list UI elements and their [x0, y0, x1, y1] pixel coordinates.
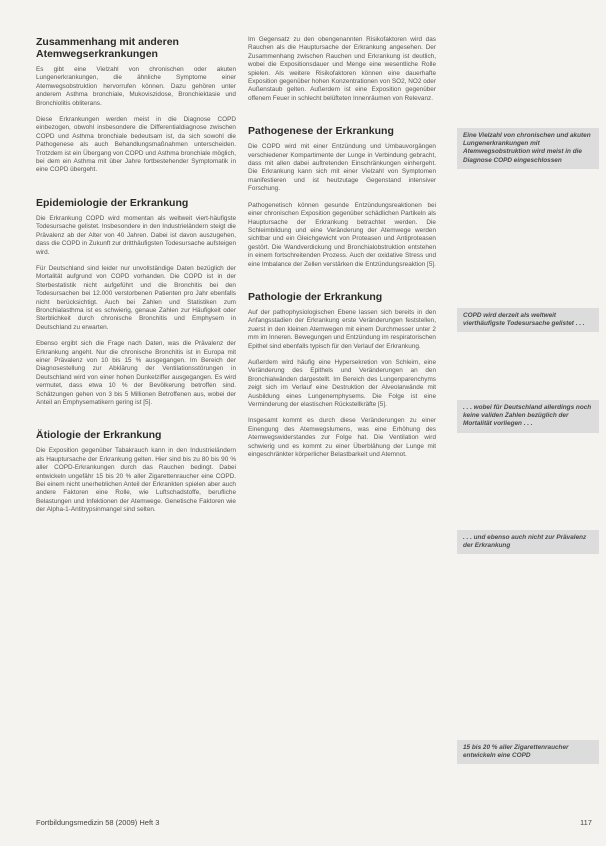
heading-pathogenese: Pathogenese der Erkrankung: [248, 125, 394, 138]
margin-note: 15 bis 20 % aller Zigarettenraucher entwickeln eine COPD: [457, 740, 599, 764]
paragraph: Für Deutschland sind leider nur unvollständige Daten bezüglich der Mortalität aufgrund von COPD vorhanden. Die COPD ist in der Sterbestatistik nicht aufgeführt und die Bronchitis bei den Todesursachen bei 12.000 verstorbenen Patienten pro Jahr ebenfalls nicht berücksichtigt. Auch bei Zahlen und Statistiken zum Bronchialasthma ist es schwierig, genaue Zahlen zur Häufigkeit oder Sterblichkeit durch chronische Bronchitis und Emphysem in Deutschland zu erwarten.: [36, 264, 236, 331]
margin-note: Eine Vielzahl von chronischen und akuten Lungenerkrankungen mit Atemwegsobstruktion wird meist in die Diagnose COPD eingeschlossen: [457, 128, 599, 169]
heading-pathologie: Pathologie der Erkrankung: [248, 290, 383, 303]
paragraph: Es gibt eine Vielzahl von chronischen oder akuten Lungenerkrankungen, die ähnliche Symptome einer Atemwegsobstruktion hervorrufen können. Dazu gehören unter anderem Asthma bronchiale, Mukoviszidose, Bronchiektasie und Bronchiolitis obliterans.: [36, 66, 236, 107]
heading-epidemiologie: Epidemiologie der Erkrankung: [36, 196, 189, 209]
paragraph: Die COPD wird mit einer Entzündung und Umbauvorgängen verschiedener Kompartimente der Lunge in Verbindung gebracht, dass mit allen dabei auftretenden Einschränkungen einhergeht. Die Erkrankung kann sich mit einer Vielzahl von Symptomen manifestieren und ist heutzutage Gegenstand intensiver Forschung.: [248, 143, 436, 193]
paragraph: Diese Erkrankungen werden meist in die Diagnose COPD einbezogen, obwohl insbesondere die Differentialdiagnose zwischen COPD und Asthma bronchiale bedeutsam ist, da sich sowohl die Pathogenese als auch Behandlungsmaßnahmen unterscheiden. Trotzdem ist ein Übergang von COPD und Asthma bronchiale möglich, bei dem ein Asthma mit über Jahre fortbestehender Symptomatik in eine COPD übergeht.: [36, 116, 236, 174]
paragraph: Die Exposition gegenüber Tabakrauch kann in den Industrieländern als Hauptursache der Erkrankung gelten. Hier sind bis zu 80 bis 90 % aller COPD-Erkrankungen durch das Rauchen bedingt. Dabei entwickeln ungefähr 15 bis 20 % aller Zigarettenraucher eine COPD. Bei einem nicht unerheblichen Anteil der Erkrankten spielen aber auch andere Faktoren eine Rolle, wie Luftschadstoffe, berufliche Belastungen und Infektionen der Atemwege. Genetische Faktoren wie der Alpha-1-Antitrypsinmangel sind selten.: [36, 447, 236, 514]
margin-note: . . . und ebenso auch nicht zur Prävalenz der Erkrankung: [457, 530, 599, 554]
heading-zusammenhang: Zusammenhang mit anderen Atemwegserkrankungen: [36, 36, 179, 60]
heading-aetiologie: Ätiologie der Erkrankung: [36, 429, 162, 442]
paragraph: Die Erkrankung COPD wird momentan als weltweit viert-häufigste Todesursache gelistet. Insbesondere in den Industrieländern steigt die Prävalenz ab der Alter von 40 Jahren. Dabei ist davon auszugehen, dass die COPD in Zukunft zur dritthäufigsten Todesursache aufsteigen wird.: [36, 214, 236, 256]
paragraph: Im Gegensatz zu den obengenannten Risikofaktoren wird das Rauchen als die Hauptursache der Erkrankung angesehen. Der Zusammenhang zwischen Rauchen und Erkrankung ist deutlich, wobei die Expositionsdauer und Menge eine wesentliche Rolle spielen. Als weitere Risikofaktoren können eine dauerhafte Exposition gegenüber hohen Konzentrationen von SO2, NO2 oder Außenstaub gelten. Außerdem ist eine Exposition gegenüber offenem Feuer in schlecht belüfteten Innenräumen von Relevanz.: [248, 36, 436, 102]
right-column: [248, 36, 436, 467]
paragraph: Außerdem wird häufig eine Hypersekretion von Schleim, eine Veränderung des Epithels und Veränderungen an den Bronchialwänden dargestellt. Im Bereich des Lungenparenchyms zeigt sich im Verlauf eine Destruktion der Alveolarwände mit Ausbildung eines Lungenemphysems. Die Folge ist eine Verminderung der elastischen Rückstellkräfte [5].: [248, 358, 436, 408]
margin-note: . . . wobei für Deutschland allerdings noch keine validen Zahlen bezüglich der Mortalität vorliegen . . .: [457, 400, 599, 433]
paragraph: Insgesamt kommt es durch diese Veränderungen zu einer Einengung des Atemwegslumens, was eine Erhöhung des Atemwegswiderstandes zur Folge hat. Die Ventilation wird schwierig und es kommt zu einer Überblähung der Lunge mit eingeschränkter körperlicher Belastbarkeit und Atemnot.: [248, 417, 436, 459]
margin-note: COPD wird derzeit als weltweit vierthäufigste Todesursache gelistet . . .: [457, 308, 599, 332]
paragraph: Ebenso ergibt sich die Frage nach Daten, was die Prävalenz der Erkrankung angeht. Nur die chronische Bronchitis ist in Europa mit einer Prävalenz von 10 bis 15 % ausgegangen. Im Bereich der Diagnosestellung zur Abklärung der Ventilationsstörungen in Deutschland wird von einer hohen Dunkelziffer ausgegangen. Es wird vermutet, dass etwa 10 % der Bevölkerung betroffen sind. Schätzungen gehen von 3 bis 5 Millionen Betroffenen aus, wobei der Anteil an Emphysematikern gering ist [5].: [36, 340, 236, 406]
left-column: [36, 36, 236, 523]
paragraph: Auf der pathophysiologischen Ebene lassen sich bereits in den Anfangsstadien der Erkrankung erste Veränderungen feststellen, zuerst in den kleinen Atemwegen mit einem Durchmesser unter 2 mm im Inneren. Bewegungen und Entzündung im respiratorischen Epithel sind ebenfalls typisch für den Verlauf der Erkrankung.: [248, 308, 436, 350]
journal-reference: Fortbildungsmedizin 58 (2009) Heft 3: [36, 818, 160, 827]
page-number: 117: [580, 818, 592, 827]
paragraph: Pathogenetisch können gesunde Entzündungsreaktionen bei einer chronischen Exposition gegenüber schädlichen Partikeln als Hauptursache der Erkrankung betrachtet werden. Die Schleimbildung und eine Veränderung der Atemwege werden sichtbar und ein Gleichgewicht von Proteasen und Antiproteasen gestört. Die Wandverdickung und Bronchialobstruktion entstehen in einem fortschreitenden Prozess. Auch der oxidative Stress und eine Imbalance der Zellen verstärken die Entzündungsreaktion [5].: [248, 201, 436, 268]
